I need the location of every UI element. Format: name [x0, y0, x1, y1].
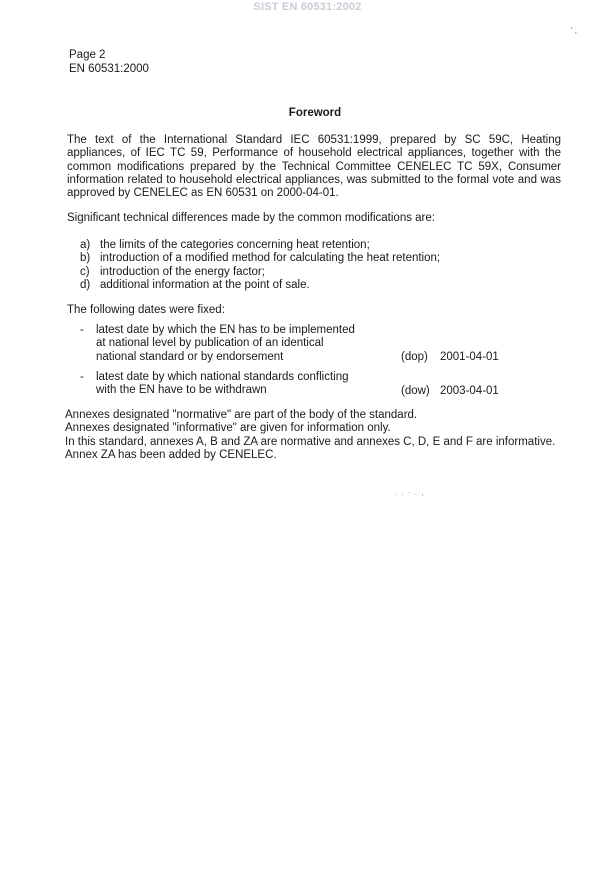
differences-intro: Significant technical differences made by the common modifications are:	[67, 212, 435, 224]
page-number: Page 2	[69, 49, 106, 61]
watermark: SIST EN 60531:2002	[253, 1, 362, 13]
list-marker: b)	[80, 252, 91, 265]
date-description	[96, 371, 349, 398]
date-value-dop: 2001-04-01	[440, 351, 499, 363]
page-title: Foreword	[288, 107, 342, 119]
list-item	[80, 279, 440, 292]
date-description-line: national standard or by endorsement	[96, 350, 284, 363]
date-description-line: at national level by publication of an identical	[96, 337, 324, 350]
foreword-paragraph: The text of the International Standard IEC 60531:1999, prepared by SC 59C, Heating appliances, of IEC TC 59, Performance of household electrical appliances, together with the common modifications prepared by the Technical Committee CENELEC TC 59X, Consumer information related to household electrical appliances, was submitted to the formal vote and was approved by CENELEC as EN 60531 on 2000-04-01.	[67, 134, 561, 200]
date-code-dop: (dop)	[401, 351, 428, 363]
date-description	[96, 324, 355, 364]
list-item-text: introduction of a modified method for calculating the heat retention;	[100, 252, 441, 265]
list-item	[80, 266, 440, 279]
annex-designation-text: In this standard, annexes A, B and ZA are normative and annexes C, D, E and F are informative.	[65, 435, 556, 448]
page-header	[69, 48, 149, 76]
list-marker: a)	[80, 239, 91, 251]
date-description-line: latest date by which national standards conflicting	[96, 371, 349, 383]
annex-informative-text: Annexes designated "informative" are given for information only.	[65, 422, 391, 435]
scan-specks: ' ,	[571, 26, 577, 35]
list-marker: c)	[80, 265, 90, 278]
differences-list	[80, 239, 440, 293]
dash-marker: -	[80, 324, 84, 336]
list-item-text: the limits of the categories concerning heat retention;	[100, 239, 370, 251]
list-item	[80, 252, 440, 265]
dates-intro: The following dates were fixed:	[67, 304, 225, 316]
list-item-text: additional information at the point of sale.	[100, 279, 310, 292]
date-code-dow: (dow)	[401, 385, 430, 397]
scan-specks: . . · . ,	[395, 488, 425, 497]
dash-marker: -	[80, 371, 84, 383]
annexes-section	[65, 409, 560, 462]
annex-za-text: Annex ZA has been added by CENELEC.	[65, 448, 277, 461]
document-number: EN 60531:2000	[69, 63, 149, 75]
date-description-line: latest date by which the EN has to be implemented	[96, 324, 355, 336]
list-marker: d)	[80, 279, 91, 292]
date-description-line: with the EN have to be withdrawn	[96, 384, 267, 397]
date-value-dow: 2003-04-01	[440, 385, 499, 397]
annex-normative-text: Annexes designated "normative" are part of the body of the standard.	[65, 409, 418, 421]
list-item	[80, 239, 440, 252]
list-item-text: introduction of the energy factor;	[100, 265, 265, 278]
